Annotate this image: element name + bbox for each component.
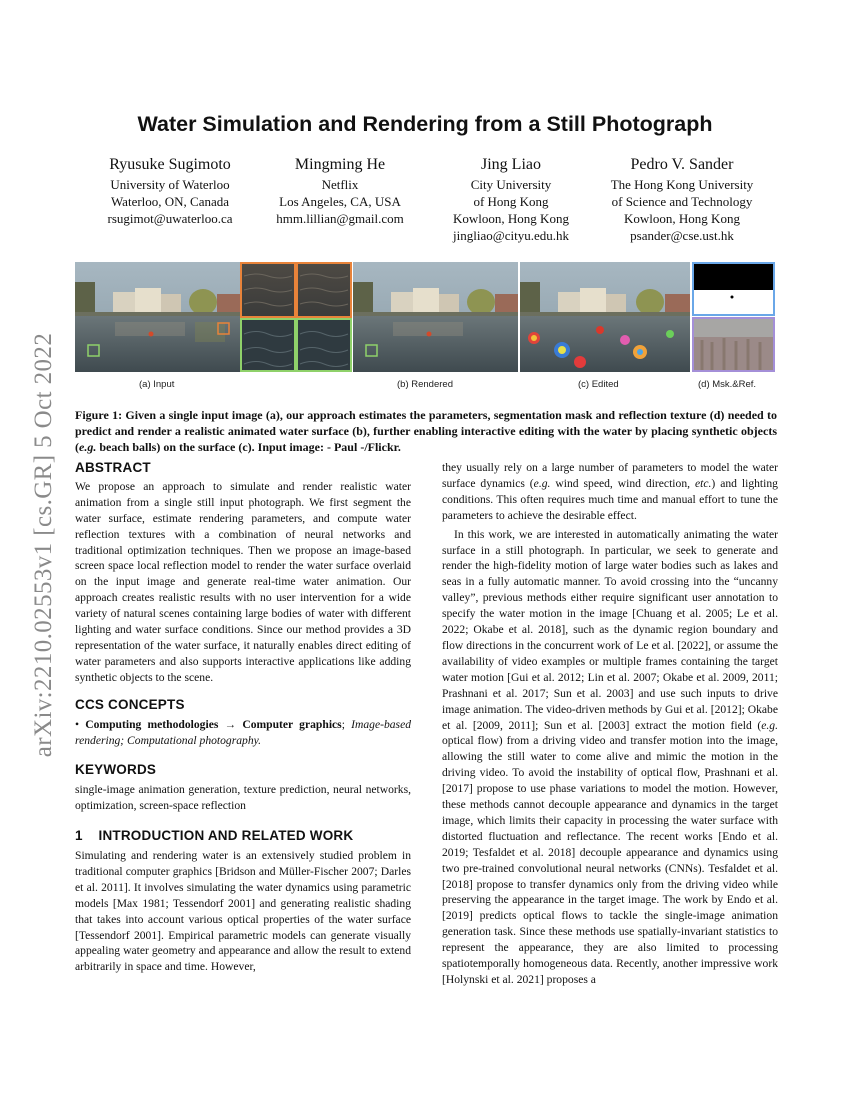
author-affiliation: City University xyxy=(470,177,552,192)
right-p2-text-end: optical flow) from a driving video and transfer motion into the image, allowing the still water to come alive and mimic the motion in the driving video. To avoid the instability of optical flow, Prashnani et al. [2017] propose to use phase variations to model the motion. However, these methods cannot decouple appearance and dynamics in the target image, which limits their capacity in processing the water surface with distorted fluctuation and reflectance. The recent works [Endo et al. 2019; Tesfaldet et al. 2018] decouple appearance and dynamics using two pre-trained convolutional neural networks (CNNs). Tesfaldet et al. [2018] propose to transfer dynamics only from the driving video while preserving the appearance in the target image. The work by Endo et al. [2019] predicts optical flows to tackle the single-image animation generation task. Since these methods use spatially-invariant statistics to represent the appearance, they are also limited to processing spatiotemporally homogeneous data. Recently, another impressive work [Holynski et al. 2021] proposes a xyxy=(442,734,778,986)
keywords-body: single-image animation generation, texture prediction, neural networks, optimization, screen-space reflection xyxy=(75,783,411,813)
right-p1-text-end: ) and lighting conditions. This often requires much time and manual effort to tune the parameters to achieve the desirable effect. xyxy=(442,476,778,522)
author-name: Pedro V. Sander xyxy=(630,156,734,173)
ccs-sep: ; xyxy=(341,717,352,731)
right-column xyxy=(442,460,778,988)
right-p1-etc: etc. xyxy=(694,476,712,490)
right-paragraph-2 xyxy=(442,527,778,988)
author-block xyxy=(240,155,440,227)
teaser-crops xyxy=(240,262,352,372)
right-p1-eg: e.g. xyxy=(533,476,551,490)
teaser-caption-a: (a) Input xyxy=(139,379,175,390)
ccs-heading: CCS CONCEPTS xyxy=(75,696,185,712)
ccs-bullet: • xyxy=(75,717,80,731)
right-p1-text: they usually rely on a large number of parameters to model the water surface dynamics ( xyxy=(442,461,778,490)
author-name: Jing Liao xyxy=(481,156,541,173)
figure-label: Figure 1: xyxy=(75,408,123,422)
arxiv-identifier: arXiv:2210.02553v1 [cs.GR] 5 Oct 2022 xyxy=(30,332,57,758)
author-email: hmm.lillian@gmail.com xyxy=(276,211,404,226)
teaser-mask-reflection xyxy=(692,262,775,372)
teaser-input-image xyxy=(75,262,240,372)
right-p1-text-mid: wind speed, wind direction, xyxy=(550,476,695,490)
author-name: Ryusuke Sugimoto xyxy=(109,156,231,173)
figure-caption xyxy=(75,407,777,455)
teaser-caption-b: (b) Rendered xyxy=(397,379,453,390)
ccs-body xyxy=(75,717,411,749)
arxiv-side-label xyxy=(18,315,70,775)
teaser-caption-c: (c) Edited xyxy=(578,379,619,390)
author-email: rsugimot@uwaterloo.ca xyxy=(107,211,233,226)
author-name: Mingming He xyxy=(294,156,386,173)
author-block xyxy=(411,155,611,244)
ccs-main: Computing methodologies → Computer graphics xyxy=(85,717,342,731)
author-block xyxy=(582,155,782,244)
paper-title: Water Simulation and Rendering from a Still Photograph xyxy=(137,112,713,136)
figure-caption-eg: e.g. xyxy=(79,440,97,454)
teaser-caption-d: (d) Msk.&Ref. xyxy=(698,379,757,390)
intro-paragraph-1: Simulating and rendering water is an extensively studied problem in traditional computer graphics [Bridson and Müller-Fischer 2007; Darles et al. 2011]. It involves simulating the water dynamics using parametric models [Max 1981; Tessendorf 2001] and generating realistic shading that takes into account various optical properties of the water surface [Tessendorf 2001]. Empirical parametric models can generate visually appealing water geometry and appearance and allow the result to extend arbitrarily in space and time. However, xyxy=(75,849,411,974)
right-p2-eg: e.g. xyxy=(761,718,778,732)
abstract-body: We propose an approach to simulate and render realistic water animation from a single still input photograph. We first segment the water surface, estimate rendering parameters, and compute water reflection textures with a combination of neural networks and traditional optimization techniques. Then we propose an image-based screen space local reflection model to render the water surface overlaid on the input image and generate real-time water animation. Our approach creates realistic results with no user intervention for a wide variety of natural scenes containing large bodies of water with different lighting and water surface conditions. Since our method provides a 3D representation of the water surface, it naturally enables direct editing of water parameters and also supports interactive applications like adding synthetic objects to the scene. xyxy=(75,479,411,684)
figure-caption-text: Given a single input image (a), our approach estimates the parameters, segmentation mask and reflection texture (d) needed to predict and render a realistic animated water surface (b), further enabling interactive editing with the water by placing synthetic objects ( xyxy=(75,408,777,454)
author-affiliation: of Hong Kong xyxy=(473,194,549,209)
author-email: psander@cse.ust.hk xyxy=(630,228,734,243)
teaser-edited-image xyxy=(520,262,690,372)
abstract-heading: ABSTRACT xyxy=(75,460,151,475)
author-location: Kowloon, Hong Kong xyxy=(453,211,569,226)
left-column xyxy=(75,460,411,975)
right-p2-text: In this work, we are interested in automatically animating the water surface in a still photograph. In particular, we seek to generate and render the high-fidelity motion of large water bodies such as lakes and seas in a fully automatic manner. To avoid crossing into the “uncanny valley”, previous methods either require significant user annotation to specify the water motion in the image [Chuang et al. 2005; Le et al. 2022; Okabe et al. 2018], such as the dynamic region boundary and flow directions in the concurrent work of Le et al. [2022], or assume the availability of video examples or multiple frames containing the target water motion [Gui et al. 2012; Lin et al. 2007; Okabe et al. 2009, 2011; Prashnani et al. 2017; Sun et al. 2003] and use such inputs to drive image animation. The video-driven methods by Gui et al. [2012]; Okabe et al. [2009, 2011]; Sun et al. [2003] extract the motion field ( xyxy=(442,527,778,732)
author-affiliation: The Hong Kong University xyxy=(610,177,754,192)
right-paragraph-1 xyxy=(442,460,778,524)
author-location: Waterloo, ON, Canada xyxy=(110,194,230,209)
figure-caption-text-end: beach balls) on the surface (c). Input image: - Paul -/Flickr. xyxy=(96,440,401,454)
author-location: Los Angeles, CA, USA xyxy=(279,194,401,209)
author-affiliation: University of Waterloo xyxy=(110,177,230,192)
author-location: Kowloon, Hong Kong xyxy=(624,211,740,226)
author-affiliation: of Science and Technology xyxy=(611,194,753,209)
author-affiliation: Netflix xyxy=(321,177,359,192)
author-email: jingliao@cityu.edu.hk xyxy=(453,228,569,243)
teaser-rendered-image xyxy=(353,262,518,372)
ccs-rest: Image-based rendering; Computational photography. xyxy=(75,717,412,747)
keywords-heading: KEYWORDS xyxy=(75,762,157,778)
intro-heading: 1 INTRODUCTION AND RELATED WORK xyxy=(75,828,354,844)
